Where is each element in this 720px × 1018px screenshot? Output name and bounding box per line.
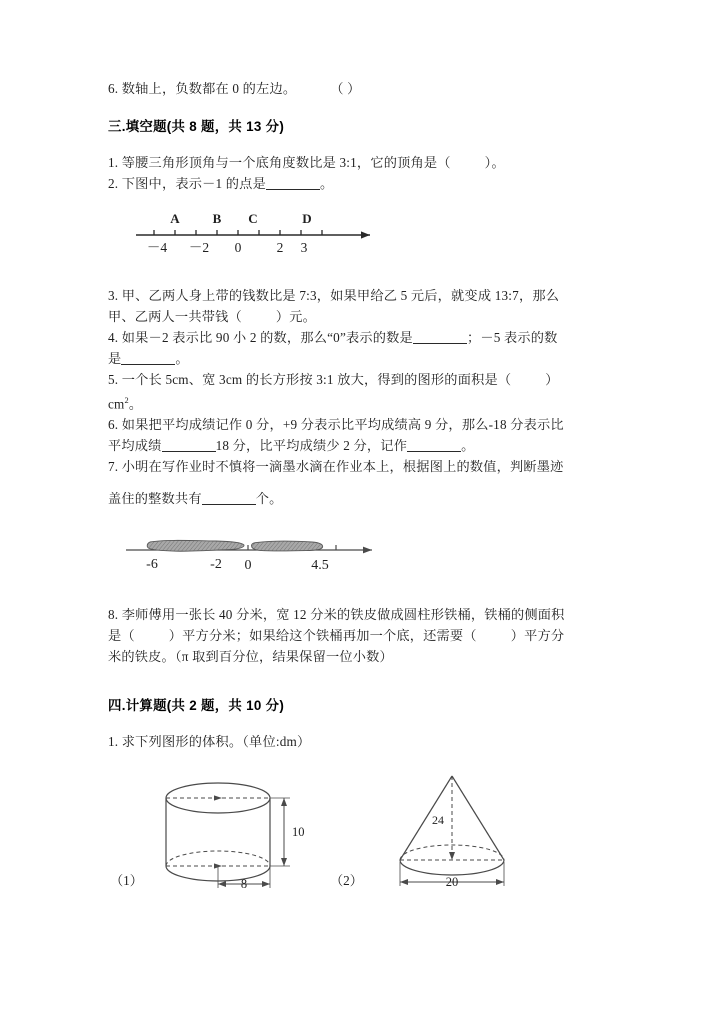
fill-6-line2-mid: 18 分，比平均成绩少 2 分，记作 — [215, 438, 408, 454]
fill-question-8-line3 — [108, 646, 620, 667]
question-6-judgement — [108, 78, 620, 99]
fill-4-blank-1[interactable] — [413, 343, 467, 344]
worksheet-content — [108, 78, 620, 924]
calc-question-1-text — [108, 731, 620, 752]
fill-4-line2-tail: 。 — [175, 351, 189, 366]
axis-arrow-icon — [361, 231, 370, 238]
figure-solids-row — [108, 774, 620, 924]
tick-label-3: 3 — [300, 240, 308, 255]
section-calc-heading: 四.计算题(共 2 题，共 10 分) — [108, 698, 285, 714]
fill-question-4-line1 — [108, 327, 620, 348]
fill-question-4-line2 — [108, 348, 620, 369]
spacer — [108, 263, 620, 285]
section-fill-heading: 三.填空题(共 8 题，共 13 分) — [108, 119, 285, 134]
fill-7-line2-lead: 盖住的整数共有 — [108, 491, 202, 507]
fill-8-line2-lead: 是（ — [108, 628, 135, 644]
fill-2-lead: 2. 下图中，表示－1 的点是 — [108, 176, 266, 191]
cylinder-diameter-label: 8 — [240, 877, 248, 892]
cone-diameter-arrow-left — [400, 879, 408, 885]
tick-label-0: 0 — [234, 240, 242, 255]
point-label-B: B — [212, 211, 222, 226]
tick-label-group — [147, 240, 308, 255]
number-line-inkblot-svg — [120, 526, 395, 582]
figure-number-line-2 — [120, 526, 632, 582]
tick-label-neg2: －2 — [188, 240, 210, 255]
cone-figure-svg — [376, 762, 546, 902]
fill-8-line3: 米的铁皮。（π 取到百分位，结果保留一位小数） — [108, 649, 393, 665]
fill-4-blank-2[interactable] — [121, 364, 175, 365]
calc-1-text: 1. 求下列图形的体积。（单位:dm） — [108, 734, 311, 750]
question-6-answer-bracket[interactable]: （ ） — [330, 81, 361, 96]
fill-7-blank[interactable] — [202, 504, 256, 505]
spacer — [108, 99, 620, 116]
fill-8-line2-mid: ）平方分米；如果给这个铁桶再加一个底，还需要（ — [168, 628, 477, 644]
spacer — [108, 714, 620, 731]
fill-6-blank-1[interactable] — [162, 451, 216, 452]
fill-question-7-line1 — [108, 456, 620, 477]
spacer — [108, 477, 620, 488]
cylinder-bottom-back — [166, 851, 270, 866]
fill-4-lead: 4. 如果－2 表示比 90 小 2 的数，那么“0”表示的数是 — [108, 330, 413, 345]
tick-label-neg2: -2 — [210, 557, 222, 573]
cone-diameter-label: 20 — [445, 875, 459, 890]
fill-question-3-line1 — [108, 285, 620, 306]
cone-diameter-arrow-right — [496, 879, 504, 885]
tick-label-4point5: 4.5 — [311, 558, 329, 574]
cylinder-diameter-arrow-right — [262, 881, 270, 887]
fill-question-5-line1 — [108, 369, 620, 390]
spacer — [108, 194, 620, 205]
fill-4-mid: ；－5 表示的数 — [466, 330, 558, 345]
fill-2-blank[interactable] — [266, 189, 320, 190]
fill-1-text: 1. 等腰三角形顶角与一个底角度数比是 3:1，它的顶角是（ — [108, 155, 451, 170]
cone-base-front — [400, 860, 504, 875]
cone-right-side — [452, 776, 504, 860]
fill-question-7-line2 — [108, 488, 620, 509]
fill-6-line2-tail: 。 — [461, 438, 475, 454]
fill-8-line1: 8. 李师傅用一张长 40 分米，宽 12 分米的铁皮做成圆柱形铁桶，铁桶的侧面积 — [108, 607, 565, 623]
fill-question-6-line2 — [108, 435, 620, 456]
ink-blot-right — [251, 542, 322, 552]
spacer — [108, 667, 620, 695]
figure-2-label: （2） — [330, 873, 363, 889]
spacer — [108, 509, 620, 526]
fill-6-line1: 6. 如果把平均成绩记作 0 分，+9 分表示比平均成绩高 9 分，那么-18 分表示比 — [108, 417, 564, 433]
fill-7-line2-tail: 个。 — [255, 491, 283, 507]
fill-6-line2-lead: 平均成绩 — [108, 438, 162, 454]
fill-4-line2-lead: 是 — [108, 351, 122, 366]
figure-1-label: （1） — [110, 873, 143, 889]
fill-5-line2-tail: 。 — [128, 396, 143, 412]
fill-7-line1: 7. 小明在写作业时不慎将一滴墨水滴在作业本上，根据图上的数值，判断墨迹 — [108, 459, 564, 475]
point-label-A: A — [170, 211, 180, 226]
cone-height-label: 24 — [432, 813, 444, 828]
fill-question-1 — [108, 152, 620, 173]
fill-6-blank-2[interactable] — [407, 451, 461, 452]
fill-5-line1: 5. 一个长 5cm、宽 3cm 的长方形按 3:1 放大，得到的图形的面积是（ — [108, 372, 512, 387]
fill-1-tail: ）。 — [484, 155, 505, 170]
question-6-text: 6. 数轴上，负数都在 0 的左边。 — [108, 81, 297, 96]
cylinder-height-arrow-bottom — [281, 858, 287, 866]
point-label-C: C — [248, 211, 258, 226]
tick-label-2: 2 — [276, 240, 284, 255]
fill-question-6-line1 — [108, 414, 620, 435]
fill-5-superscript: 2 — [124, 396, 129, 405]
spacer — [108, 135, 620, 152]
cylinder-top-center-arrow — [214, 796, 222, 801]
fill-5-line1-tail: ） — [545, 372, 559, 387]
fill-5-unit: cm — [108, 396, 125, 412]
fill-question-5-line2 — [108, 390, 620, 414]
cylinder-height-label: 10 — [292, 825, 305, 840]
fill-8-line2-tail: ）平方分 — [510, 628, 565, 644]
fill-question-2 — [108, 173, 620, 194]
ink-blot-left — [147, 541, 244, 552]
cone-height-arrow — [449, 852, 455, 860]
fill-3-line2-tail: ）元。 — [275, 309, 317, 324]
tick-label-group — [146, 557, 329, 573]
cylinder-figure-svg — [152, 774, 312, 914]
tick-label-neg6: -6 — [146, 557, 158, 573]
point-label-group — [170, 211, 311, 226]
tick-group — [154, 230, 322, 235]
fill-3-line1: 3. 甲、乙两人身上带的钱数比是 7:3，如果甲给乙 5 元后，就变成 13:7，那么 — [108, 288, 560, 303]
point-label-D: D — [302, 211, 312, 226]
fill-2-tail: 。 — [319, 176, 334, 191]
fill-question-8-line1 — [108, 604, 620, 625]
tick-label-neg4: －4 — [146, 240, 168, 255]
fill-question-8-line2 — [108, 625, 620, 646]
fill-3-line2-lead: 甲、乙两人一共带钱（ — [108, 309, 242, 324]
cylinder-height-arrow-top — [281, 798, 287, 806]
axis-arrow-icon — [363, 547, 372, 554]
number-line-points-svg — [130, 205, 390, 263]
fill-question-3-line2 — [108, 306, 620, 327]
cylinder-diameter-arrow-left — [218, 881, 226, 887]
tick-label-0: 0 — [244, 558, 252, 574]
figure-number-line-1 — [130, 205, 642, 263]
spacer — [108, 582, 620, 604]
